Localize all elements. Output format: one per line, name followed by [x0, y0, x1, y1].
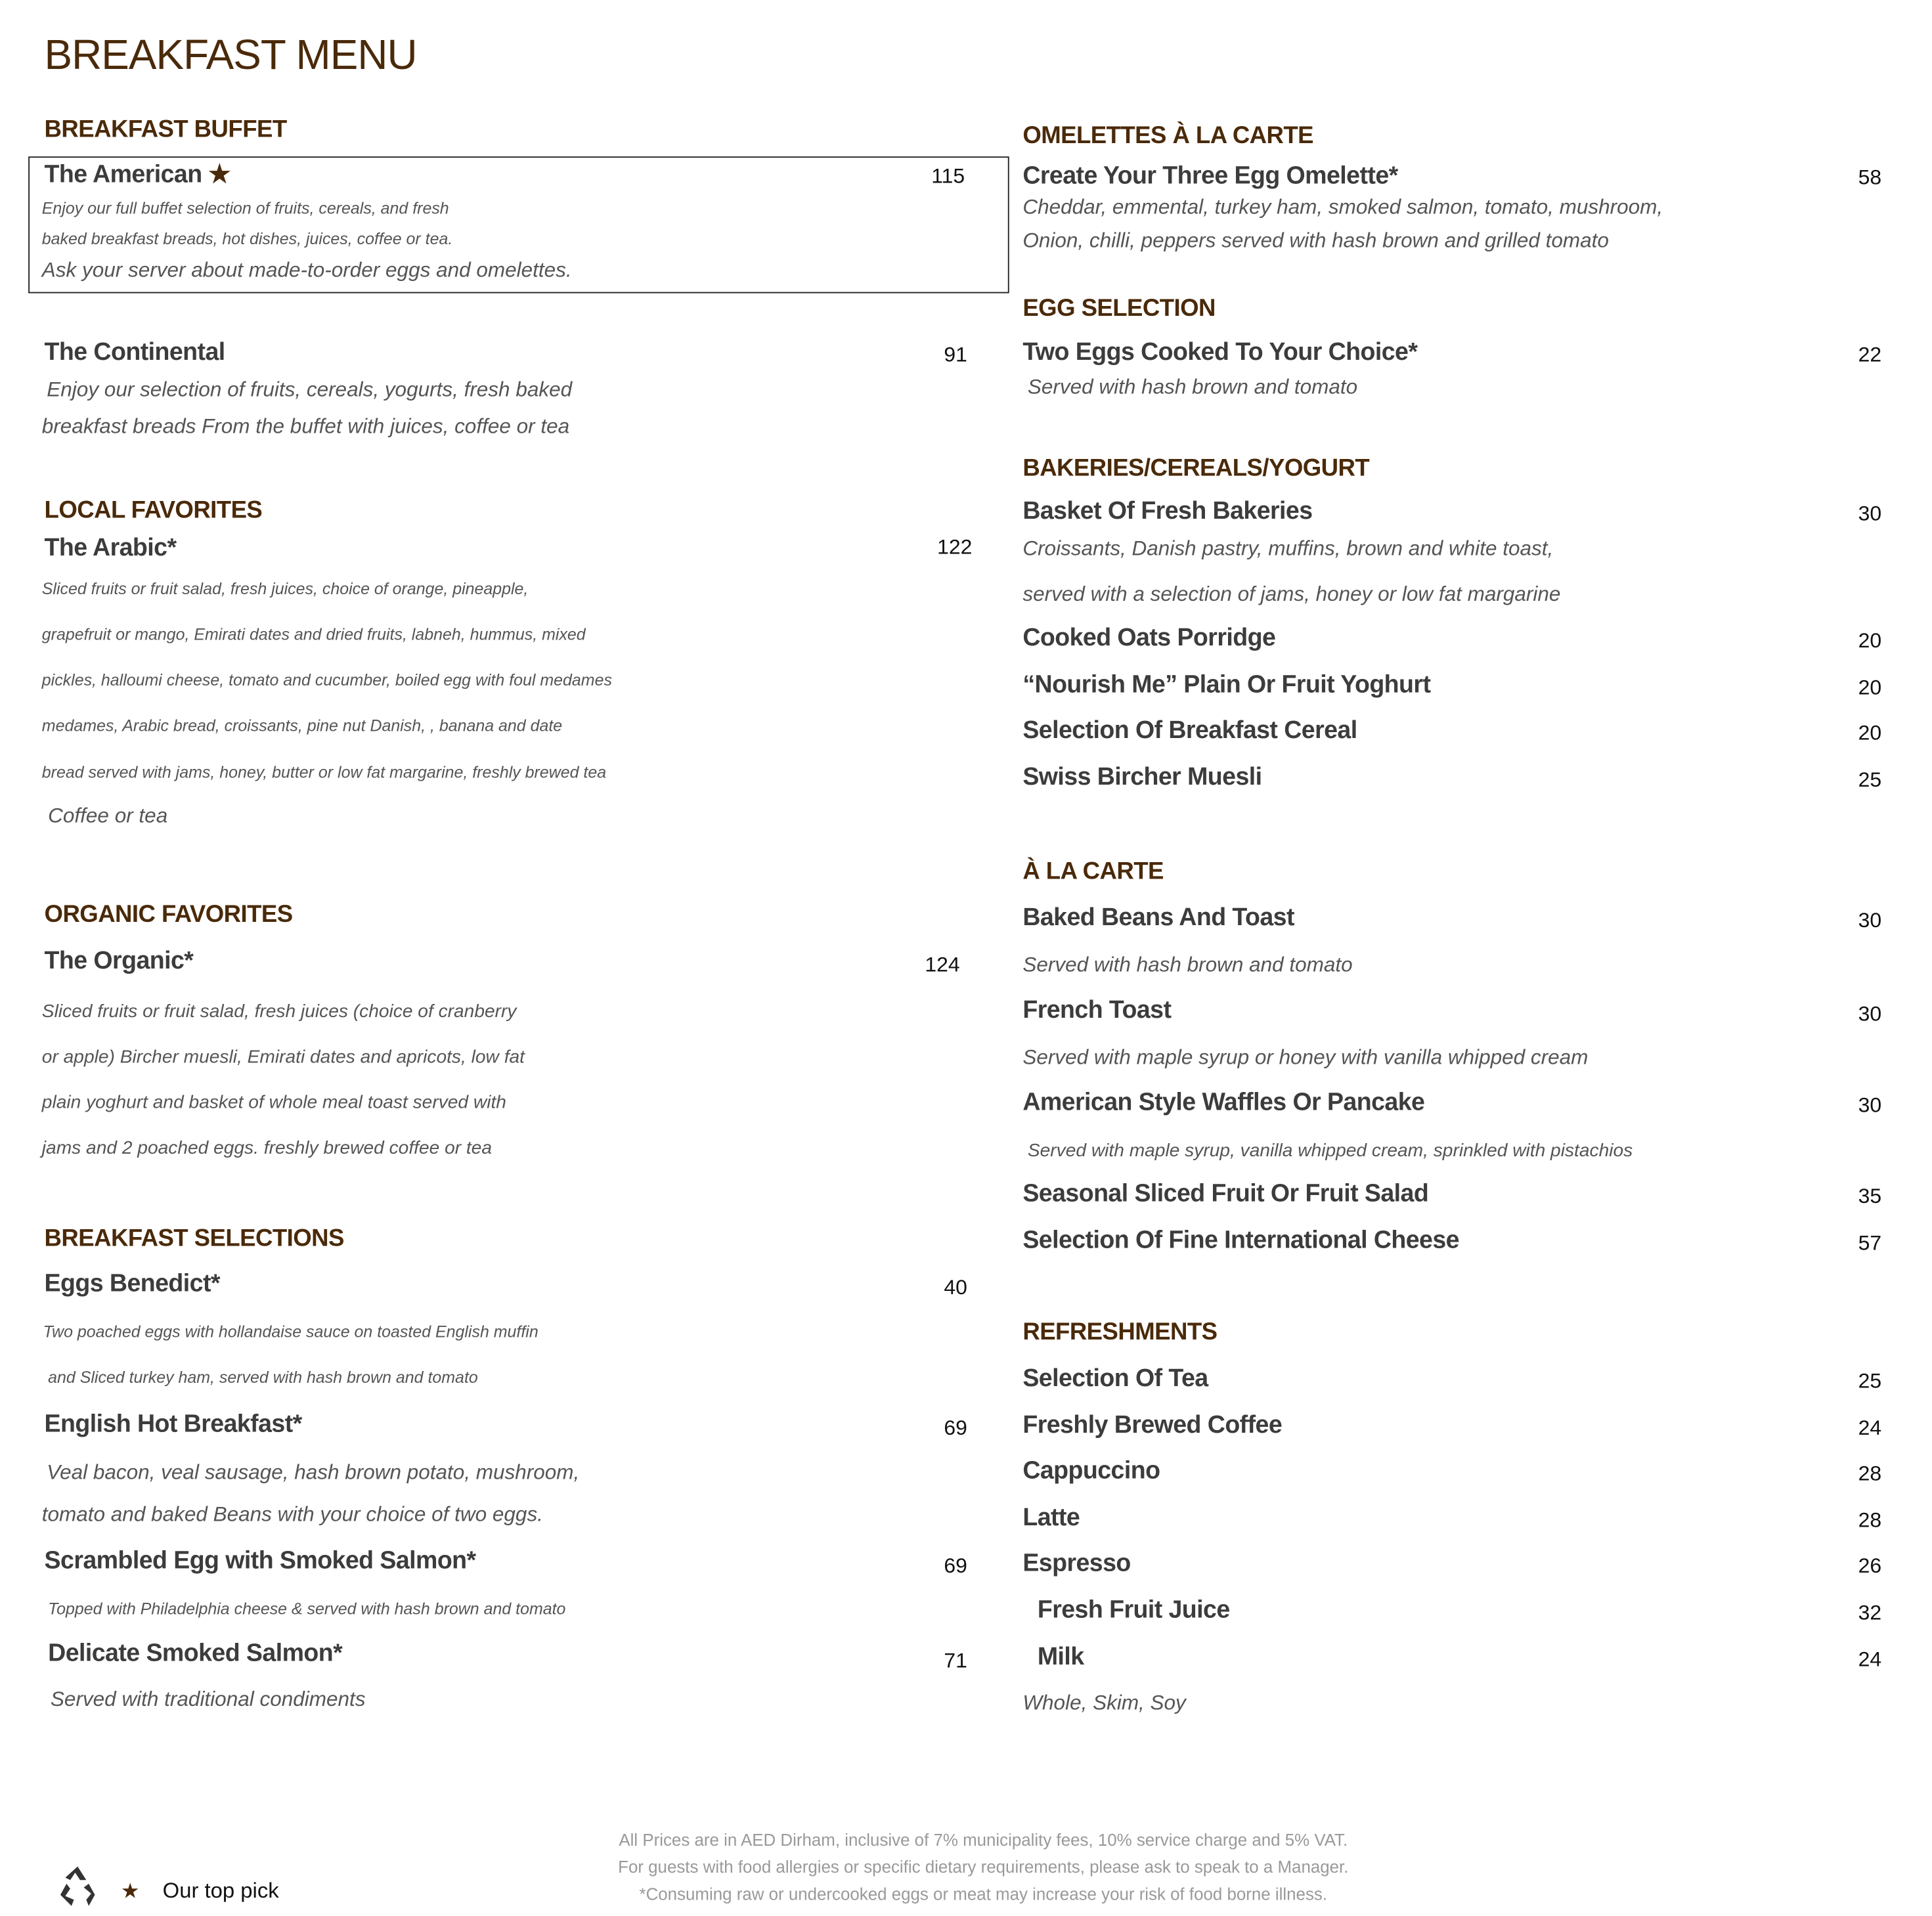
menu-item-price: 69 [944, 1416, 967, 1440]
menu-item-description: Whole, Skim, Soy [1022, 1691, 1186, 1715]
star-icon: ★ [120, 1879, 140, 1903]
menu-item-description: Ask your server about made-to-order eggs and omelettes. [41, 258, 572, 282]
menu-item-description: jams and 2 poached eggs. freshly brewed coffee or tea [41, 1137, 493, 1159]
menu-item-price: 25 [1858, 768, 1882, 792]
menu-item-description: baked breakfast breads, hot dishes, juices, coffee or tea. [41, 229, 453, 248]
menu-item-description: Onion, chilli, peppers served with hash brown and grilled tomato [1022, 229, 1609, 252]
menu-item-description: tomato and baked Beans with your choice of two eggs. [41, 1502, 543, 1526]
menu-item-name: The Organic* [44, 947, 194, 975]
menu-item-name: The Arabic* [44, 534, 177, 562]
section-heading: BAKERIES/CEREALS/YOGURT [1022, 454, 1370, 483]
menu-item-description: Croissants, Danish pastry, muffins, brown and white toast, [1022, 536, 1554, 560]
menu-item-name: Selection Of Fine International Cheese [1022, 1227, 1460, 1255]
menu-item-price: 71 [944, 1649, 967, 1673]
menu-item-name: Milk [1037, 1643, 1084, 1671]
star-icon: ★ [208, 161, 231, 189]
menu-item-price: 24 [1858, 1416, 1882, 1440]
menu-item-name: Freshly Brewed Coffee [1022, 1412, 1283, 1439]
menu-item-description: Veal bacon, veal sausage, hash brown potato, mushroom, [47, 1460, 580, 1485]
section-heading: EGG SELECTION [1022, 294, 1216, 322]
menu-item-name: Create Your Three Egg Omelette* [1022, 162, 1398, 190]
menu-item-price: 32 [1858, 1601, 1882, 1624]
menu-item-price: 20 [1858, 628, 1882, 653]
menu-item-price: 30 [1858, 502, 1882, 526]
menu-item-price: 91 [944, 343, 967, 367]
menu-item-price: 24 [1858, 1647, 1882, 1672]
menu-item-description: Served with maple syrup, vanilla whipped cream, sprinkled with pistachios [1027, 1140, 1633, 1162]
menu-item-name-text: The American [44, 161, 202, 189]
menu-item-price: 20 [1858, 721, 1882, 745]
menu-item-price: 115 [931, 164, 965, 188]
page-title: BREAKFAST MENU [44, 32, 417, 79]
section-heading: ORGANIC FAVORITES [44, 901, 293, 928]
menu-item-name: Baked Beans And Toast [1022, 904, 1294, 932]
menu-item-name: Latte [1022, 1504, 1080, 1532]
menu-item-price: 26 [1858, 1554, 1882, 1578]
menu-item-price: 20 [1858, 676, 1882, 699]
menu-item-description: bread served with jams, honey, butter or low fat margarine, freshly brewed tea [41, 763, 607, 782]
menu-item-name: Scrambled Egg with Smoked Salmon* [44, 1547, 476, 1575]
menu-item-description: Served with hash brown and tomato [1022, 953, 1353, 977]
menu-item-description: pickles, halloumi cheese, tomato and cucumber, boiled egg with foul medames [41, 670, 612, 689]
menu-item-price: 30 [1858, 1093, 1882, 1117]
menu-item-name: French Toast [1022, 996, 1172, 1024]
menu-item-description: Two poached eggs with hollandaise sauce on toasted English muffin [43, 1322, 538, 1341]
menu-item-description: or apple) Bircher muesli, Emirati dates and apricots, low fat [41, 1046, 525, 1068]
section-heading: BREAKFAST BUFFET [44, 116, 287, 144]
menu-item-price: 25 [1858, 1369, 1882, 1393]
menu-item-name: English Hot Breakfast* [44, 1410, 302, 1438]
recycle-icon [55, 1863, 101, 1909]
section-heading: LOCAL FAVORITES [44, 496, 263, 524]
menu-item-description: Served with maple syrup or honey with vanilla whipped cream [1022, 1045, 1589, 1069]
menu-item-name [45, 163, 231, 188]
menu-item-name: Cooked Oats Porridge [1022, 624, 1276, 652]
menu-item-description: Sliced fruits or fruit salad, fresh juices, choice of orange, pineapple, [41, 579, 529, 598]
menu-item-name: Two Eggs Cooked To Your Choice* [1022, 338, 1418, 366]
menu-item-name: Delicate Smoked Salmon* [48, 1640, 343, 1667]
menu-item-name: Selection Of Breakfast Cereal [1022, 717, 1357, 745]
menu-item-description: medames, Arabic bread, croissants, pine nut Danish, , banana and date [41, 716, 563, 735]
menu-item-price: 35 [1858, 1185, 1882, 1208]
menu-item-price: 30 [1858, 908, 1882, 932]
menu-item-description: Topped with Philadelphia cheese & served with hash brown and tomato [48, 1600, 566, 1619]
menu-item-price: 40 [944, 1275, 967, 1299]
menu-item-price: 124 [925, 953, 960, 976]
menu-item-price: 122 [937, 535, 973, 559]
menu-item-description: and Sliced turkey ham, served with hash brown and tomato [48, 1368, 478, 1387]
footer-note: *Consuming raw or undercooked eggs or meat may increase your risk of food borne illness. [639, 1884, 1328, 1904]
menu-item-price: 22 [1858, 343, 1882, 367]
menu-item-name: “Nourish Me” Plain Or Fruit Yoghurt [1022, 671, 1431, 699]
menu-item-description: grapefruit or mango, Emirati dates and dried fruits, labneh, hummus, mixed [41, 624, 586, 644]
section-heading: REFRESHMENTS [1022, 1318, 1218, 1346]
footer-note: All Prices are in AED Dirham, inclusive of 7% municipality fees, 10% service charge and 5% VAT. [619, 1831, 1348, 1850]
menu-item-price: 30 [1858, 1002, 1882, 1026]
menu-item-description: Sliced fruits or fruit salad, fresh juices (choice of cranberry [41, 1001, 517, 1022]
legend-label: Our top pick [162, 1877, 279, 1903]
menu-item-name: Basket Of Fresh Bakeries [1022, 498, 1313, 525]
menu-item-name: American Style Waffles Or Pancake [1022, 1089, 1425, 1116]
menu-item-price: 57 [1858, 1231, 1882, 1255]
footer-note: For guests with food allergies or specific dietary requirements, please ask to speak to a Manager. [618, 1858, 1349, 1877]
section-heading: OMELETTES À LA CARTE [1022, 122, 1314, 150]
menu-item-price: 28 [1858, 1462, 1882, 1485]
menu-item-description: Served with traditional condiments [50, 1687, 366, 1711]
menu-item-price: 69 [944, 1554, 967, 1578]
menu-item-name: Espresso [1022, 1550, 1131, 1577]
menu-item-description: Enjoy our full buffet selection of fruits, cereals, and fresh [41, 198, 449, 217]
section-heading: BREAKFAST SELECTIONS [44, 1225, 344, 1252]
menu-item-description: Cheddar, emmental, turkey ham, smoked salmon, tomato, mushroom, [1022, 195, 1663, 219]
menu-item-name: The Continental [44, 338, 225, 366]
menu-item-name: Eggs Benedict* [44, 1270, 220, 1297]
menu-item-price: 28 [1858, 1508, 1882, 1533]
menu-item-name: Fresh Fruit Juice [1037, 1596, 1230, 1624]
menu-item-description: Enjoy our selection of fruits, cereals, yogurts, fresh baked [47, 378, 573, 401]
menu-item-description: plain yoghurt and basket of whole meal toast served with [41, 1092, 506, 1114]
section-heading: À LA CARTE [1022, 858, 1164, 885]
menu-item-description: served with a selection of jams, honey or low fat margarine [1022, 582, 1561, 606]
menu-item-name: Cappuccino [1022, 1457, 1160, 1485]
menu-item-name: Seasonal Sliced Fruit Or Fruit Salad [1022, 1180, 1429, 1208]
menu-item-name: Swiss Bircher Muesli [1022, 764, 1262, 791]
menu-item-description: breakfast breads From the buffet with juices, coffee or tea [41, 414, 570, 439]
menu-item-description: Coffee or tea [48, 804, 168, 828]
menu-item-price: 58 [1858, 165, 1882, 190]
menu-item-name: Selection Of Tea [1022, 1364, 1208, 1393]
menu-item-description: Served with hash brown and tomato [1027, 375, 1358, 399]
